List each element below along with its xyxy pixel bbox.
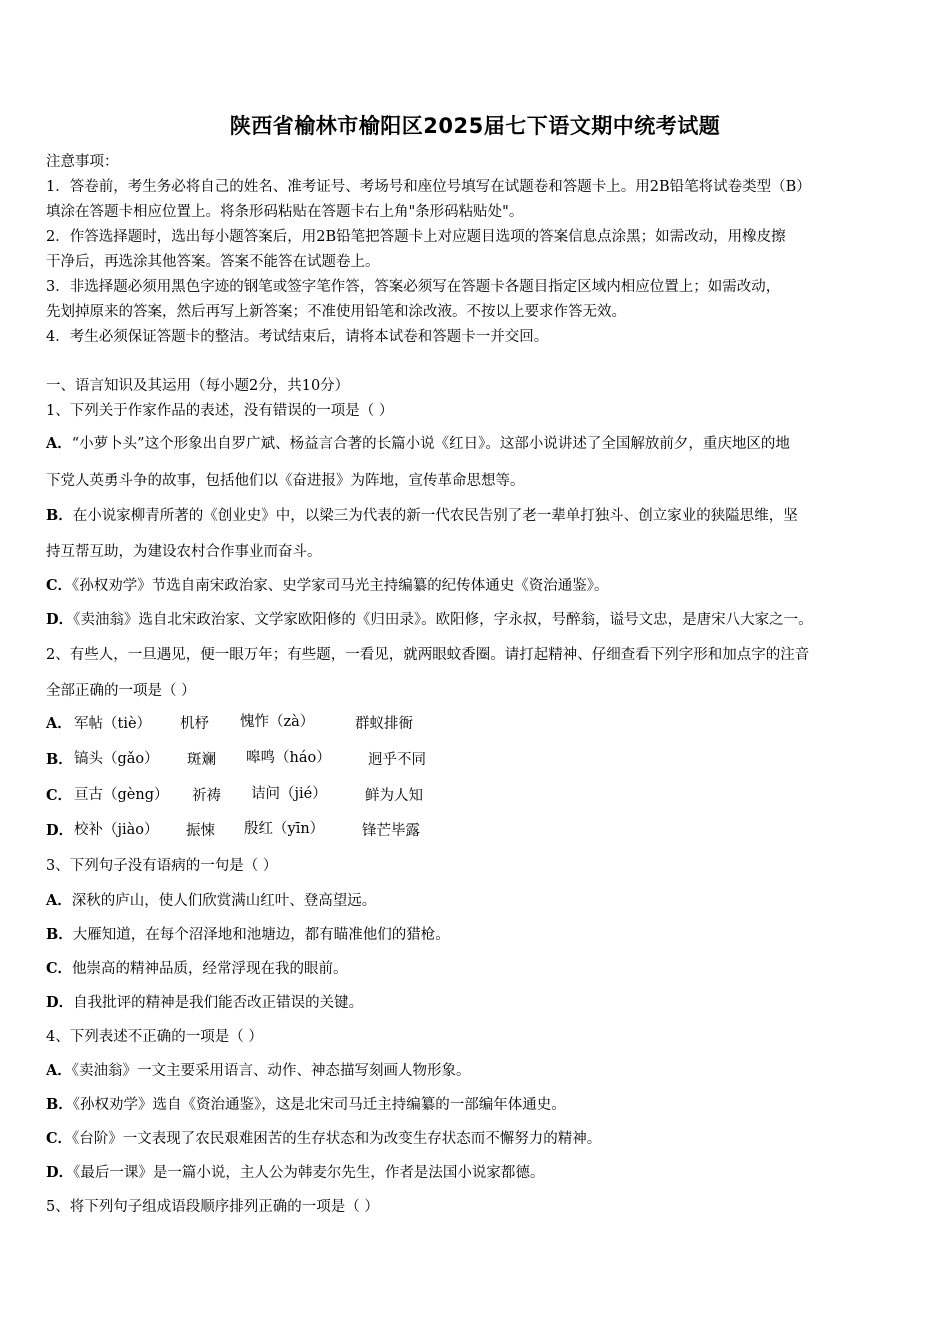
notice-heading: 注意事项： <box>46 154 119 170</box>
option-word: 振悚 <box>186 823 215 839</box>
option-word: 亘古（gèng） <box>74 787 169 803</box>
option-letter: D． <box>46 994 74 1011</box>
notice-line: 干净后，再选涂其他答案。答案不能答在试题卷上。 <box>46 254 380 270</box>
option-d: D．《卖油翁》选自北宋政治家、文学家欧阳修的《归田录》。欧阳修，字永叔，号醉翁，谥号文忠，是唐宋八大家之一。 <box>46 611 813 628</box>
option-b: B．《孙权劝学》选自《资治通鉴》，这是北宋司马迁主持编纂的一部编年体通史。 <box>46 1096 566 1113</box>
option-word: 军帖（tiè） <box>74 716 152 732</box>
option-b: B．大雁知道，在每个沼泽地和池塘边，都有瞄准他们的猎枪。 <box>46 926 450 943</box>
option-a: A．“小萝卜头”这个形象出自罗广斌、杨益言合著的长篇小说《红日》。这部小说讲述了全国解放前夕，重庆地区的地 <box>46 435 790 452</box>
question-stem: 1、下列关于作家作品的表述，没有错误的一项是（ ） <box>46 403 394 419</box>
option-a: A．深秋的庐山，使人们欣赏满山红叶、登高望远。 <box>46 892 377 909</box>
question-stem-continued: 全部正确的一项是（ ） <box>46 683 196 699</box>
page-title: 陕西省榆林市榆阳区2025届七下语文期中统考试题 <box>229 114 721 138</box>
question-stem: 5、将下列句子组成语段顺序排列正确的一项是（ ） <box>46 1199 379 1215</box>
option-word: 斑斓 <box>187 752 216 768</box>
option-c: C．《台阶》一文表现了农民艰难困苦的生存状态和为改变生存状态而不懈努力的精神。 <box>46 1130 602 1147</box>
option-word: 鲜为人知 <box>365 788 423 804</box>
option-letter: A． <box>46 892 72 909</box>
option-letter: D． <box>46 1164 74 1181</box>
section-heading: 一、语言知识及其运用（每小题2分，共10分） <box>46 378 350 394</box>
option-word: 殷红（yīn） <box>244 821 325 837</box>
option-word: 机杼 <box>180 716 209 732</box>
option-letter: A． <box>46 1062 72 1079</box>
notice-line: 1．答卷前，考生务必将自己的姓名、准考证号、考场号和座位号填写在试题卷和答题卡上。用2B铅笔将试卷类型（B） <box>46 179 811 195</box>
option-letter: A． <box>46 435 72 452</box>
notice-line: 3．非选择题必须用黑色字迹的钢笔或签字笔作答，答案必须写在答题卡各题目指定区域内相应位置上；如需改动， <box>46 279 781 295</box>
option-word: 愧怍（zà） <box>240 714 315 730</box>
question-stem: 3、下列句子没有语病的一句是（ ） <box>46 858 278 874</box>
option-b-continued: 持互帮互助，为建设农村合作事业而奋斗。 <box>46 544 322 560</box>
option-word: 祈祷 <box>192 788 221 804</box>
notice-line: 填涂在答题卡相应位置上。将条形码粘贴在答题卡右上角"条形码粘贴处"。 <box>46 204 524 220</box>
option-word: 诘问（jié） <box>251 786 327 802</box>
option-letter: C． <box>46 1130 73 1147</box>
notice-line: 2．作答选择题时，选出每小题答案后，用2B铅笔把答题卡上对应题目选项的答案信息点涂黑；如需改动，用橡皮擦 <box>46 229 786 245</box>
option-word: 群蚁排衙 <box>355 716 413 732</box>
option-word: 嗥鸣（háo） <box>246 750 331 766</box>
question-stem: 2、有些人，一旦遇见，便一眼万年；有些题，一看见，就两眼蚊香圈。请打起精神、仔细查看下列字形和加点字的注音 <box>46 647 810 663</box>
option-c: C．他崇高的精神品质，经常浮现在我的眼前。 <box>46 960 348 977</box>
option-word: 镐头（gǎo） <box>74 751 159 767</box>
option-c: C．《孙权劝学》节选自南宋政治家、史学家司马光主持编纂的纪传体通史《资治通鉴》。 <box>46 577 609 594</box>
option-a: A．《卖油翁》一文主要采用语言、动作、神态描写刻画人物形象。 <box>46 1062 471 1079</box>
option-word: 锋芒毕露 <box>362 823 420 839</box>
option-b: B．在小说家柳青所著的《创业史》中，以梁三为代表的新一代农民告别了老一辈单打独斗、创立家业的狭隘思维，坚 <box>46 507 798 524</box>
option-letter: A． <box>46 715 72 732</box>
option-letter: B． <box>46 751 73 768</box>
option-a-continued: 下党人英勇斗争的故事，包括他们以《奋进报》为阵地，宣传革命思想等。 <box>46 473 525 489</box>
option-letter: B． <box>46 507 73 524</box>
question-stem: 4、下列表述不正确的一项是（ ） <box>46 1029 263 1045</box>
option-letter: B． <box>46 1096 73 1113</box>
option-letter: C． <box>46 960 73 977</box>
option-letter: C． <box>46 787 73 804</box>
option-d: D．自我批评的精神是我们能否改正错误的关键。 <box>46 994 364 1011</box>
option-letter: B． <box>46 926 73 943</box>
option-letter: D． <box>46 822 74 839</box>
option-word: 校补（jiào） <box>74 822 159 838</box>
option-d: D．《最后一课》是一篇小说，主人公为韩麦尔先生，作者是法国小说家都德。 <box>46 1164 545 1181</box>
notice-line: 先划掉原来的答案，然后再写上新答案；不准使用铅笔和涂改液。不按以上要求作答无效。 <box>46 304 626 320</box>
option-letter: C． <box>46 577 73 594</box>
option-word: 迥乎不同 <box>368 752 426 768</box>
notice-line: 4．考生必须保证答题卡的整洁。考试结束后，请将本试卷和答题卡一并交回。 <box>46 329 549 345</box>
option-letter: D． <box>46 611 74 628</box>
